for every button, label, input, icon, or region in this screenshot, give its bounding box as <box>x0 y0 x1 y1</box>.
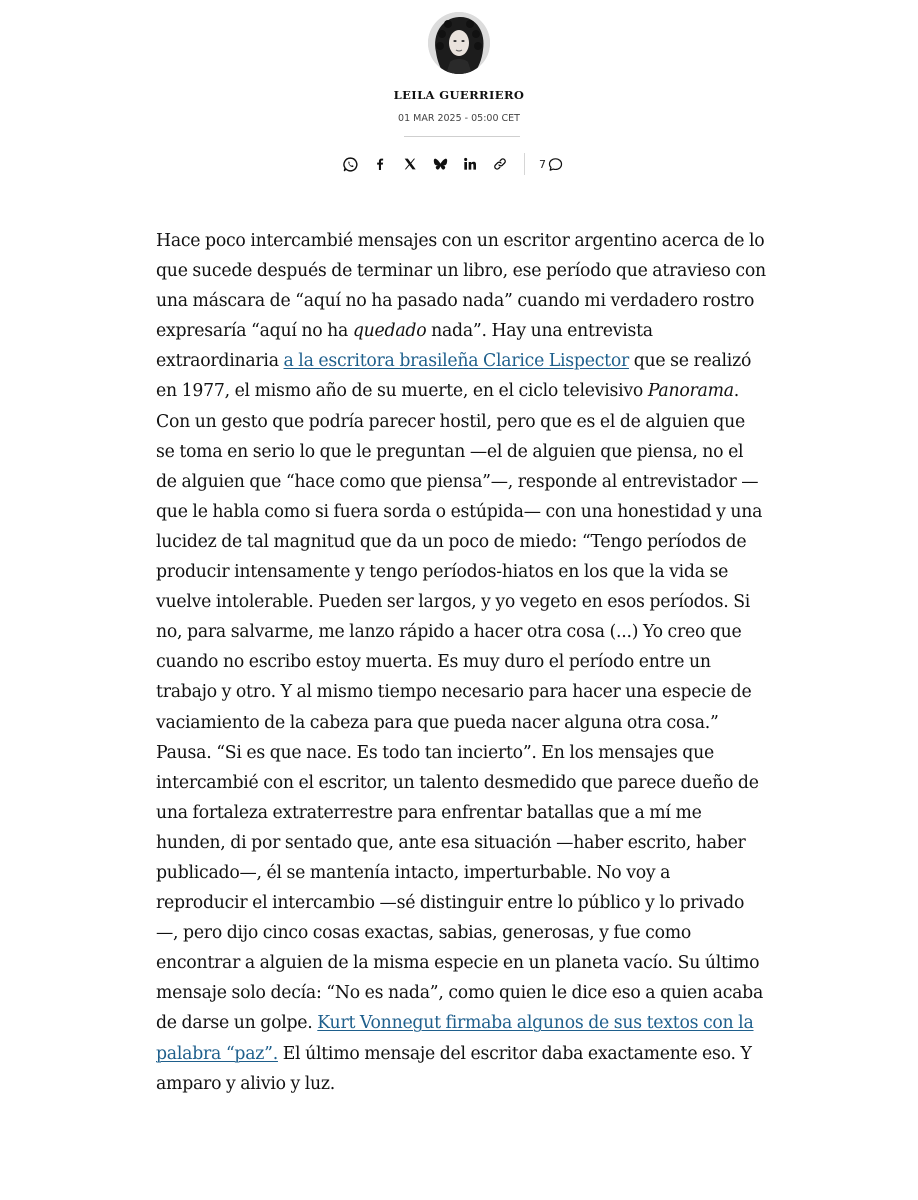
kurt-vonnegut-link[interactable]: Kurt Vonnegut firmaba algunos de sus textos con la palabra “paz”. <box>156 1013 754 1064</box>
emphasis-text: Panorama <box>647 381 734 402</box>
publish-date: 01 MAR 2025 - 05:00 CET <box>398 113 520 124</box>
body-text: Hace poco intercambié mensajes con un escritor argentino acerca de lo que sucede después de terminar un libro, ese período que atravieso con una máscara de “aquí no ha pasado nada” cuando mi verdadero rostro expresaría “aquí no ha <box>156 231 766 342</box>
link-icon <box>492 156 508 172</box>
emphasis-text: quedado <box>352 321 427 342</box>
comments-button[interactable] <box>539 152 564 176</box>
body-text: que se realizó en 1977, el mismo año de su muerte, en el ciclo televisivo <box>156 351 752 402</box>
author-photo <box>428 12 490 74</box>
body-text: . Con un gesto que podría parecer hostil, pero que es el de alguien que se toma en serio lo que le preguntan —el de alguien que piensa, no el de alguien que “hace como que piensa”—, responde al entrevistador —que le habla como si fuera sorda o estúpida— con una honestidad y una lucidez de tal magnitud que da un poco de miedo: “Tengo períodos de producir intensamente y tengo períodos-hiatos en los que la vida se vuelve intolerable. Pueden ser largos, y yo vegeto en esos períodos. Si no, para salvarme, me lanzo rápido a hacer otra cosa (...) Yo creo que cuando no escribo estoy muerta. Es muy duro el período entre un trabajo y otro. Y al mismo tiempo necesario para hacer una especie de vaciamiento de la cabeza para que pueda nacer alguna otra cosa.” Pausa. “Si es que nace. Es todo tan incierto”. En los mensajes que intercambié con el escritor, un talento desmedido que parece dueño de una fortaleza extraterrestre para enfrentar batallas que a mí me hunden, di por sentado que, ante esa situación —haber escrito, haber publicado—, él se mantenía intacto, imperturbable. No voy a reproducir el intercambio —sé distinguir entre lo público y lo privado—, pero dijo cinco cosas exactas, sabias, generosas, y fue como encontrar a alguien de la misma especie en un planeta vacío. Su último mensaje solo decía: “No es nada”, como quien le dice eso a quien acaba de darse un golpe. <box>156 381 764 1034</box>
share-divider <box>524 153 525 175</box>
x-icon <box>402 156 418 172</box>
whatsapp-icon <box>342 156 359 173</box>
byline-divider <box>404 136 520 137</box>
author-avatar[interactable] <box>428 12 490 74</box>
share-bar <box>338 151 564 177</box>
copy-link-button[interactable] <box>488 152 512 176</box>
article-body <box>156 226 766 1099</box>
share-bluesky-button[interactable] <box>428 152 452 176</box>
body-text: El último mensaje del escritor daba exactamente eso. Y amparo y alivio y luz. <box>156 1043 752 1094</box>
author-name[interactable]: LEILA GUERRIERO <box>393 88 525 102</box>
body-text: nada”. Hay una entrevista extraordinaria <box>156 321 653 372</box>
share-x-button[interactable] <box>398 152 422 176</box>
comment-count: 7 <box>539 157 546 171</box>
facebook-icon <box>372 156 388 172</box>
share-whatsapp-button[interactable] <box>338 152 362 176</box>
linkedin-icon <box>462 156 478 172</box>
bluesky-icon <box>432 156 449 173</box>
share-linkedin-button[interactable] <box>458 152 482 176</box>
comment-icon <box>547 156 564 173</box>
clarice-lispector-link[interactable]: a la escritora brasileña Clarice Lispector <box>283 351 629 372</box>
share-facebook-button[interactable] <box>368 152 392 176</box>
